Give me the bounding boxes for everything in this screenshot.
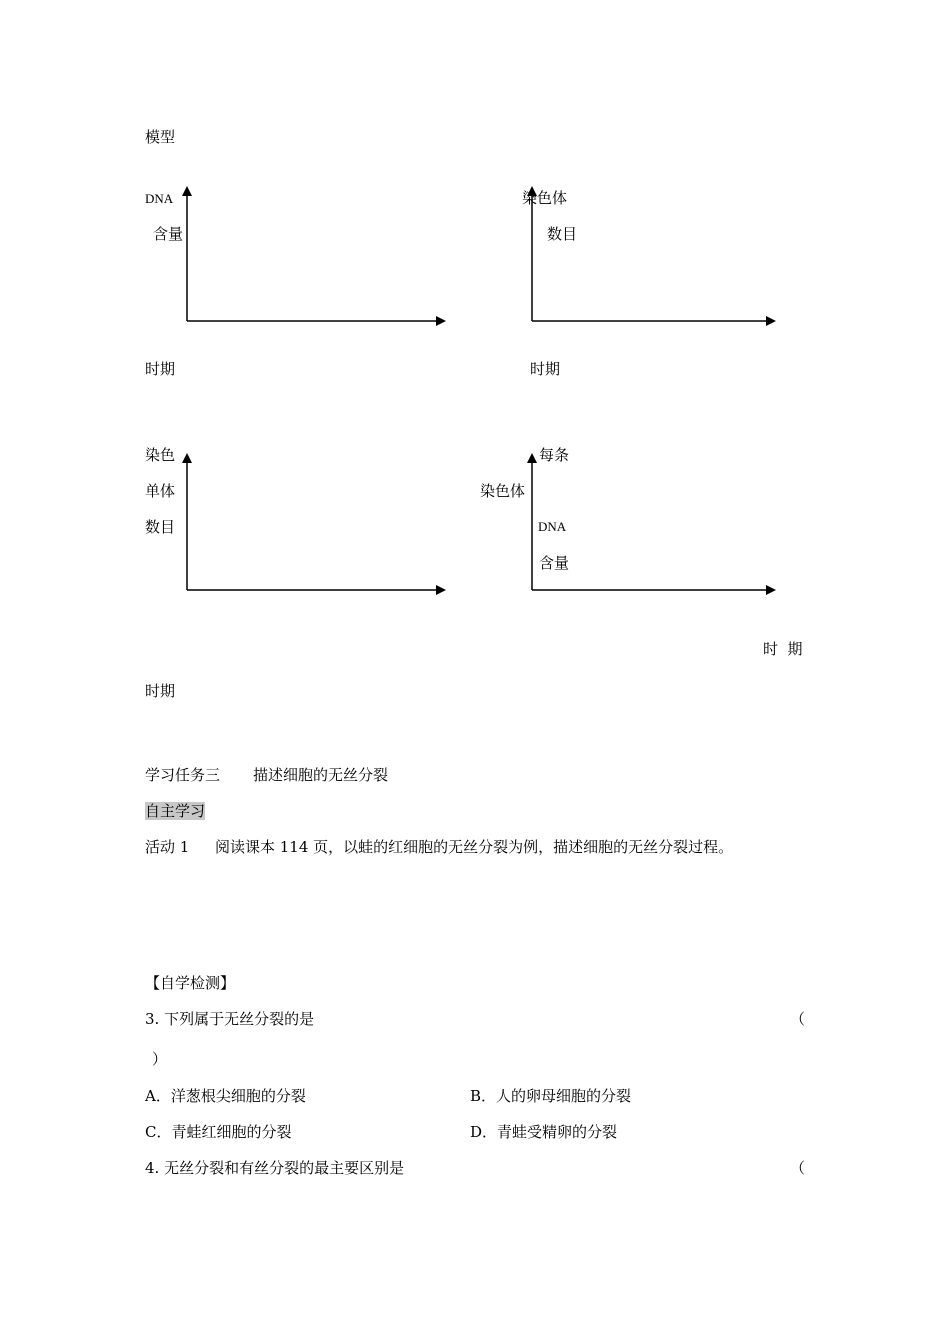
task3-title: 学习任务三: [145, 766, 221, 784]
graph3-x-label: 时期: [145, 682, 176, 700]
graph4-y-label-line4: 含量: [539, 554, 570, 572]
task3-subtitle: 描述细胞的无丝分裂: [253, 766, 389, 784]
question-3-paren-close: ）: [152, 1050, 168, 1068]
graph1-x-label: 时期: [145, 360, 176, 378]
graph4-y-label-line1: 每条: [539, 446, 570, 464]
graph4-y-label-line3: DNA: [538, 519, 567, 534]
question-4-paren-open: （: [790, 1159, 806, 1177]
graph3-y-label-line2: 单体: [145, 482, 176, 500]
question-3-option-c: C．青蛙红细胞的分裂: [145, 1123, 292, 1141]
model-label: 模型: [145, 128, 176, 146]
graph4-x-label: 时 期: [763, 640, 803, 658]
activity-text: 阅读课本 114 页，以蛙的红细胞的无丝分裂为例，描述细胞的无丝分裂过程。: [215, 838, 734, 856]
graph1-y-label-line2: 含量: [153, 225, 184, 243]
question-3-option-d: D．青蛙受精卵的分裂: [470, 1123, 618, 1141]
graph3-y-label-line3: 数目: [145, 518, 176, 536]
question-3-option-a: A．洋葱根尖细胞的分裂: [145, 1087, 306, 1105]
graph2-y-label-line2: 数目: [547, 225, 578, 243]
self-study-heading: 自主学习: [145, 802, 206, 820]
graph2-axes: [532, 188, 774, 321]
activity-label: 活动 1: [145, 838, 190, 856]
graph2-y-label-line1: 染色体: [522, 189, 568, 207]
question-3-paren-open: （: [790, 1010, 806, 1028]
self-check-heading: 【自学检测】: [145, 974, 236, 992]
graph4-y-label-line2: 染色体: [480, 482, 526, 500]
graph2-x-label: 时期: [530, 360, 561, 378]
graph1-axes: [187, 188, 444, 321]
question-4-stem: 4. 无丝分裂和有丝分裂的最主要区别是: [145, 1159, 405, 1177]
question-3-option-b: B．人的卵母细胞的分裂: [470, 1087, 632, 1105]
graph3-y-label-line1: 染色: [145, 446, 176, 464]
graph3-axes: [187, 455, 444, 590]
question-3-stem: 3. 下列属于无丝分裂的是: [145, 1010, 315, 1028]
graph1-y-label-line1: DNA: [145, 191, 174, 206]
